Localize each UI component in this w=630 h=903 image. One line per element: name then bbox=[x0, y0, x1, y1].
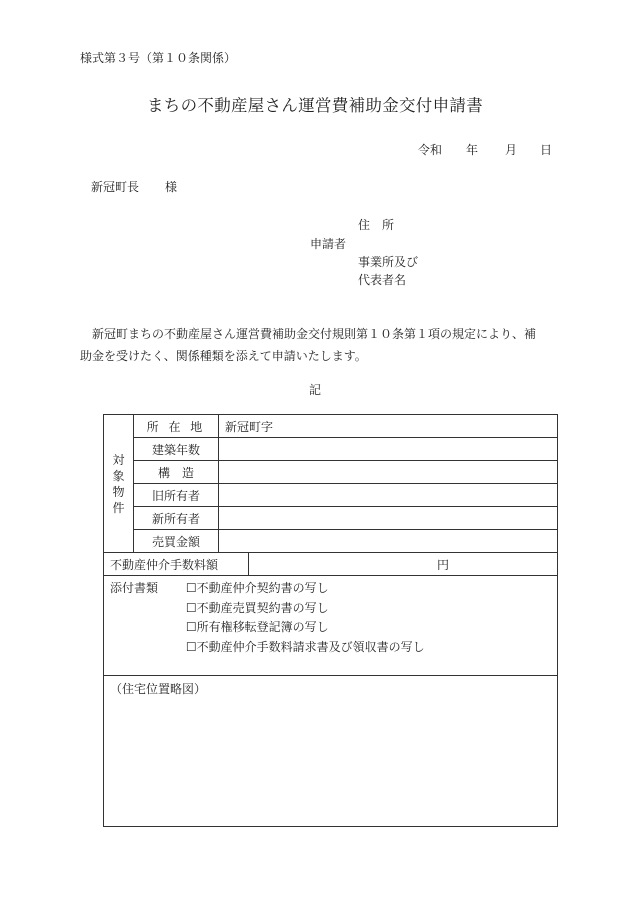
location-map-label: （住宅位置略図） bbox=[110, 682, 207, 696]
request-line-1: 新冠町まちの不動産屋さん運営費補助金交付規則第１０条第１項の規定により、補 bbox=[92, 327, 537, 341]
attachments-list bbox=[186, 579, 425, 657]
building-age-value[interactable] bbox=[219, 438, 558, 461]
date-year: 年 bbox=[466, 143, 479, 157]
location-label: 所 在 地 bbox=[134, 415, 219, 438]
sale-price-value[interactable] bbox=[219, 530, 558, 553]
table-row bbox=[104, 438, 558, 461]
date-day: 日 bbox=[540, 143, 553, 157]
request-statement bbox=[80, 323, 560, 367]
table-row bbox=[104, 553, 558, 576]
table-row bbox=[104, 507, 558, 530]
structure-label: 構 造 bbox=[134, 461, 219, 484]
attachment-checkbox-item[interactable]: ☐不動産仲介手数料請求書及び領収書の写し bbox=[185, 639, 425, 654]
attachments-cell bbox=[104, 576, 558, 676]
attachment-checkbox-item[interactable]: ☐所有権移転登記簿の写し bbox=[185, 620, 329, 634]
location-value[interactable]: 新冠町字 bbox=[219, 415, 558, 438]
applicant-representative-label: 代表者名 bbox=[358, 273, 407, 287]
brokerage-fee-value[interactable] bbox=[249, 553, 558, 576]
page-title: まちの不動産屋さん運営費補助金交付申請書 bbox=[147, 96, 483, 115]
target-property-label: 対 象 物 件 bbox=[104, 415, 134, 553]
date-month: 月 bbox=[505, 143, 518, 157]
attachment-checkbox-item[interactable]: ☐不動産仲介契約書の写し bbox=[185, 581, 329, 595]
structure-value[interactable] bbox=[219, 461, 558, 484]
applicant-business-label: 事業所及び bbox=[358, 255, 419, 269]
table-row bbox=[104, 461, 558, 484]
addressee-name: 新冠町長 bbox=[91, 180, 140, 194]
applicant-address-label: 住 所 bbox=[358, 218, 395, 232]
table-row bbox=[104, 415, 558, 438]
table-row bbox=[104, 484, 558, 507]
brokerage-fee-label: 不動産仲介手数料額 bbox=[104, 553, 249, 576]
application-table bbox=[103, 414, 558, 827]
previous-owner-label: 旧所有者 bbox=[134, 484, 219, 507]
addressee-honorific: 様 bbox=[165, 180, 178, 194]
date-era: 令和 bbox=[418, 143, 443, 157]
request-line-2: 助金を受けたく、関係種類を添えて申請いたします。 bbox=[80, 349, 367, 363]
location-map-area[interactable] bbox=[104, 676, 558, 827]
table-row bbox=[104, 530, 558, 553]
new-owner-label: 新所有者 bbox=[134, 507, 219, 530]
previous-owner-value[interactable] bbox=[219, 484, 558, 507]
applicant-label: 申請者 bbox=[310, 237, 347, 251]
sale-price-label: 売買金額 bbox=[134, 530, 219, 553]
attachments-label: 添付書類 bbox=[110, 581, 159, 595]
ki-heading: 記 bbox=[308, 383, 321, 397]
form-number: 様式第３号（第１０条関係） bbox=[80, 51, 237, 65]
building-age-label: 建築年数 bbox=[134, 438, 219, 461]
attachment-checkbox-item[interactable]: ☐不動産売買契約書の写し bbox=[185, 600, 329, 615]
table-row bbox=[104, 676, 558, 827]
table-row bbox=[104, 576, 558, 676]
new-owner-value[interactable] bbox=[219, 507, 558, 530]
yen-unit: 円 bbox=[436, 557, 449, 572]
